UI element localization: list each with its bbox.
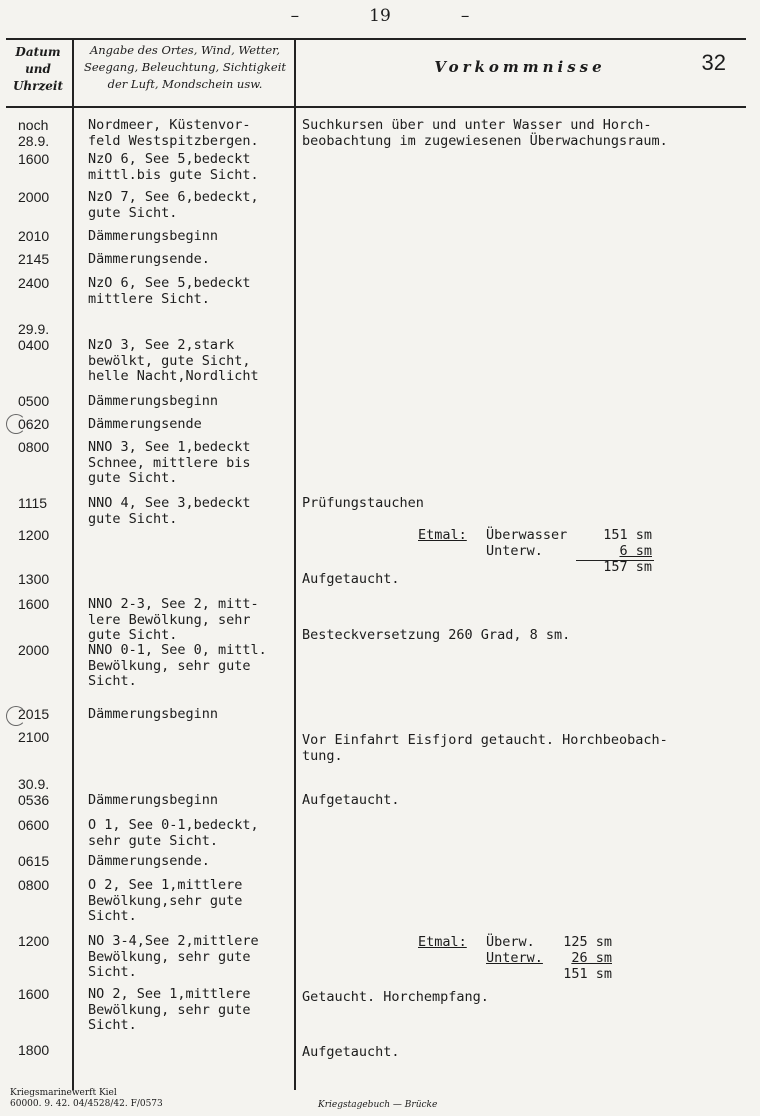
row-date: 0800 (18, 877, 50, 893)
footer-form-name: Kriegstagebuch — Brücke (318, 1100, 438, 1110)
row-date: 2000 (18, 642, 50, 658)
row-info: NzO 6, See 5,bedeckt mittl.bis gute Sicht. (88, 151, 259, 183)
page-top-number: – 19 – (290, 6, 470, 26)
row-info: Dämmerungsende (88, 416, 202, 432)
row-event: Prüfungstauchen (302, 495, 424, 511)
header-info-line: der Luft, Mondschein usw. (107, 77, 263, 91)
row-date: 2100 (18, 729, 50, 745)
row-date: 2400 (18, 275, 50, 291)
row-date: 1800 (18, 1042, 50, 1058)
row-info: O 1, See 0-1,bedeckt, sehr gute Sicht. (88, 817, 259, 849)
header-date-line: und (25, 62, 51, 76)
row-date: 0615 (18, 853, 50, 869)
row-event: Vor Einfahrt Eisfjord getaucht. Horchbeobach- tung. (302, 732, 668, 764)
row-info: NNO 3, See 1,bedeckt Schnee, mittlere bis gute Sicht. (88, 439, 251, 486)
row-date: 29.9. 0400 (18, 321, 50, 353)
row-date: 2145 (18, 251, 50, 267)
row-date: 1200 (18, 527, 50, 543)
row-date: 2000 (18, 189, 50, 205)
etmal-value: 125 sm (563, 934, 612, 950)
row-info: Dämmerungsbeginn (88, 228, 219, 244)
row-info: NO 3-4,See 2,mittlere Bewölkung, sehr gute Sicht. (88, 933, 259, 980)
row-info: NzO 7, See 6,bedeckt, gute Sicht. (88, 189, 259, 221)
row-info: NNO 0-1, See 0, mittl. Bewölkung, sehr gute Sicht. (88, 642, 267, 689)
header-top-rule (6, 38, 746, 40)
page-number: 32 (701, 50, 726, 75)
row-date: 2015 (18, 706, 50, 722)
etmal-line-label: Überwasser (486, 527, 568, 543)
header-date (6, 44, 70, 95)
row-info: Dämmerungsbeginn (88, 792, 219, 808)
header-date-line: Datum (15, 45, 61, 59)
row-event: Getaucht. Horchempfang. (302, 989, 489, 1005)
etmal-value: 6 sm (619, 543, 652, 559)
etmal-line-label: Unterw. (486, 950, 543, 966)
header-events: Vorkommnisse (434, 58, 606, 76)
etmal-line-label: Unterw. (486, 543, 543, 559)
row-date: 1300 (18, 571, 50, 587)
row-info: Nordmeer, Küstenvor- feld Westspitzbergen. (88, 117, 259, 149)
row-date: 0620 (18, 416, 50, 432)
header-info-line: Angabe des Ortes, Wind, Wetter, (89, 43, 281, 57)
etmal-total: 151 sm (563, 966, 612, 982)
row-date: 1200 (18, 933, 50, 949)
row-event: Aufgetaucht. (302, 792, 400, 808)
row-info: Dämmerungsbeginn (88, 393, 219, 409)
row-info: NNO 4, See 3,bedeckt gute Sicht. (88, 495, 251, 527)
row-info: Dämmerungsbeginn (88, 706, 219, 722)
header-date-line: Uhrzeit (12, 79, 64, 93)
row-date: 0800 (18, 439, 50, 455)
header-info (76, 42, 294, 93)
etmal-total: 157 sm (603, 559, 652, 575)
etmal-value: 151 sm (603, 527, 652, 543)
row-date: 1600 (18, 596, 50, 612)
etmal-value: 26 sm (571, 950, 612, 966)
row-date: 1115 (18, 495, 48, 511)
row-event: Suchkursen über und unter Wasser und Horch- beobachtung im zugewiesenen Überwachungsraum. (302, 117, 668, 149)
row-info: Dämmerungsende. (88, 853, 210, 869)
row-info: O 2, See 1,mittlere Bewölkung,sehr gute Sicht. (88, 877, 243, 924)
row-date: 30.9. 0536 (18, 776, 50, 808)
header-info-line: Seegang, Beleuchtung, Sichtigkeit (83, 60, 287, 74)
footer-printer (10, 1088, 163, 1110)
row-info: NNO 2-3, See 2, mitt- lere Bewölkung, sehr gute Sicht. (88, 596, 259, 643)
row-date: 1600 (18, 151, 50, 167)
header-bottom-rule (6, 106, 746, 108)
row-info: NzO 6, See 5,bedeckt mittlere Sicht. (88, 275, 251, 307)
row-date: noch 28.9. (18, 117, 50, 149)
row-event: Besteckversetzung 260 Grad, 8 sm. (302, 627, 571, 643)
etmal-label: Etmal: (418, 934, 467, 950)
etmal-line-label: Überw. (486, 934, 535, 950)
row-date: 0600 (18, 817, 50, 833)
row-info: Dämmerungsende. (88, 251, 210, 267)
footer-printer-line: 60000. 9. 42. 04/4528/42. F/0573 (10, 1099, 163, 1109)
row-event: Aufgetaucht. (302, 571, 400, 587)
row-date: 2010 (18, 228, 50, 244)
row-info: NzO 3, See 2,stark bewölkt, gute Sicht, helle Nacht,Nordlicht (88, 337, 259, 384)
footer-printer-line: Kriegsmarinewerft Kiel (10, 1088, 117, 1098)
row-info: NO 2, See 1,mittlere Bewölkung, sehr gute Sicht. (88, 986, 251, 1033)
page-top-label: 19 (369, 6, 391, 26)
row-date: 0500 (18, 393, 50, 409)
etmal-label: Etmal: (418, 527, 467, 543)
row-date: 1600 (18, 986, 50, 1002)
column-divider-2 (294, 38, 296, 1090)
row-event: Aufgetaucht. (302, 1044, 400, 1060)
